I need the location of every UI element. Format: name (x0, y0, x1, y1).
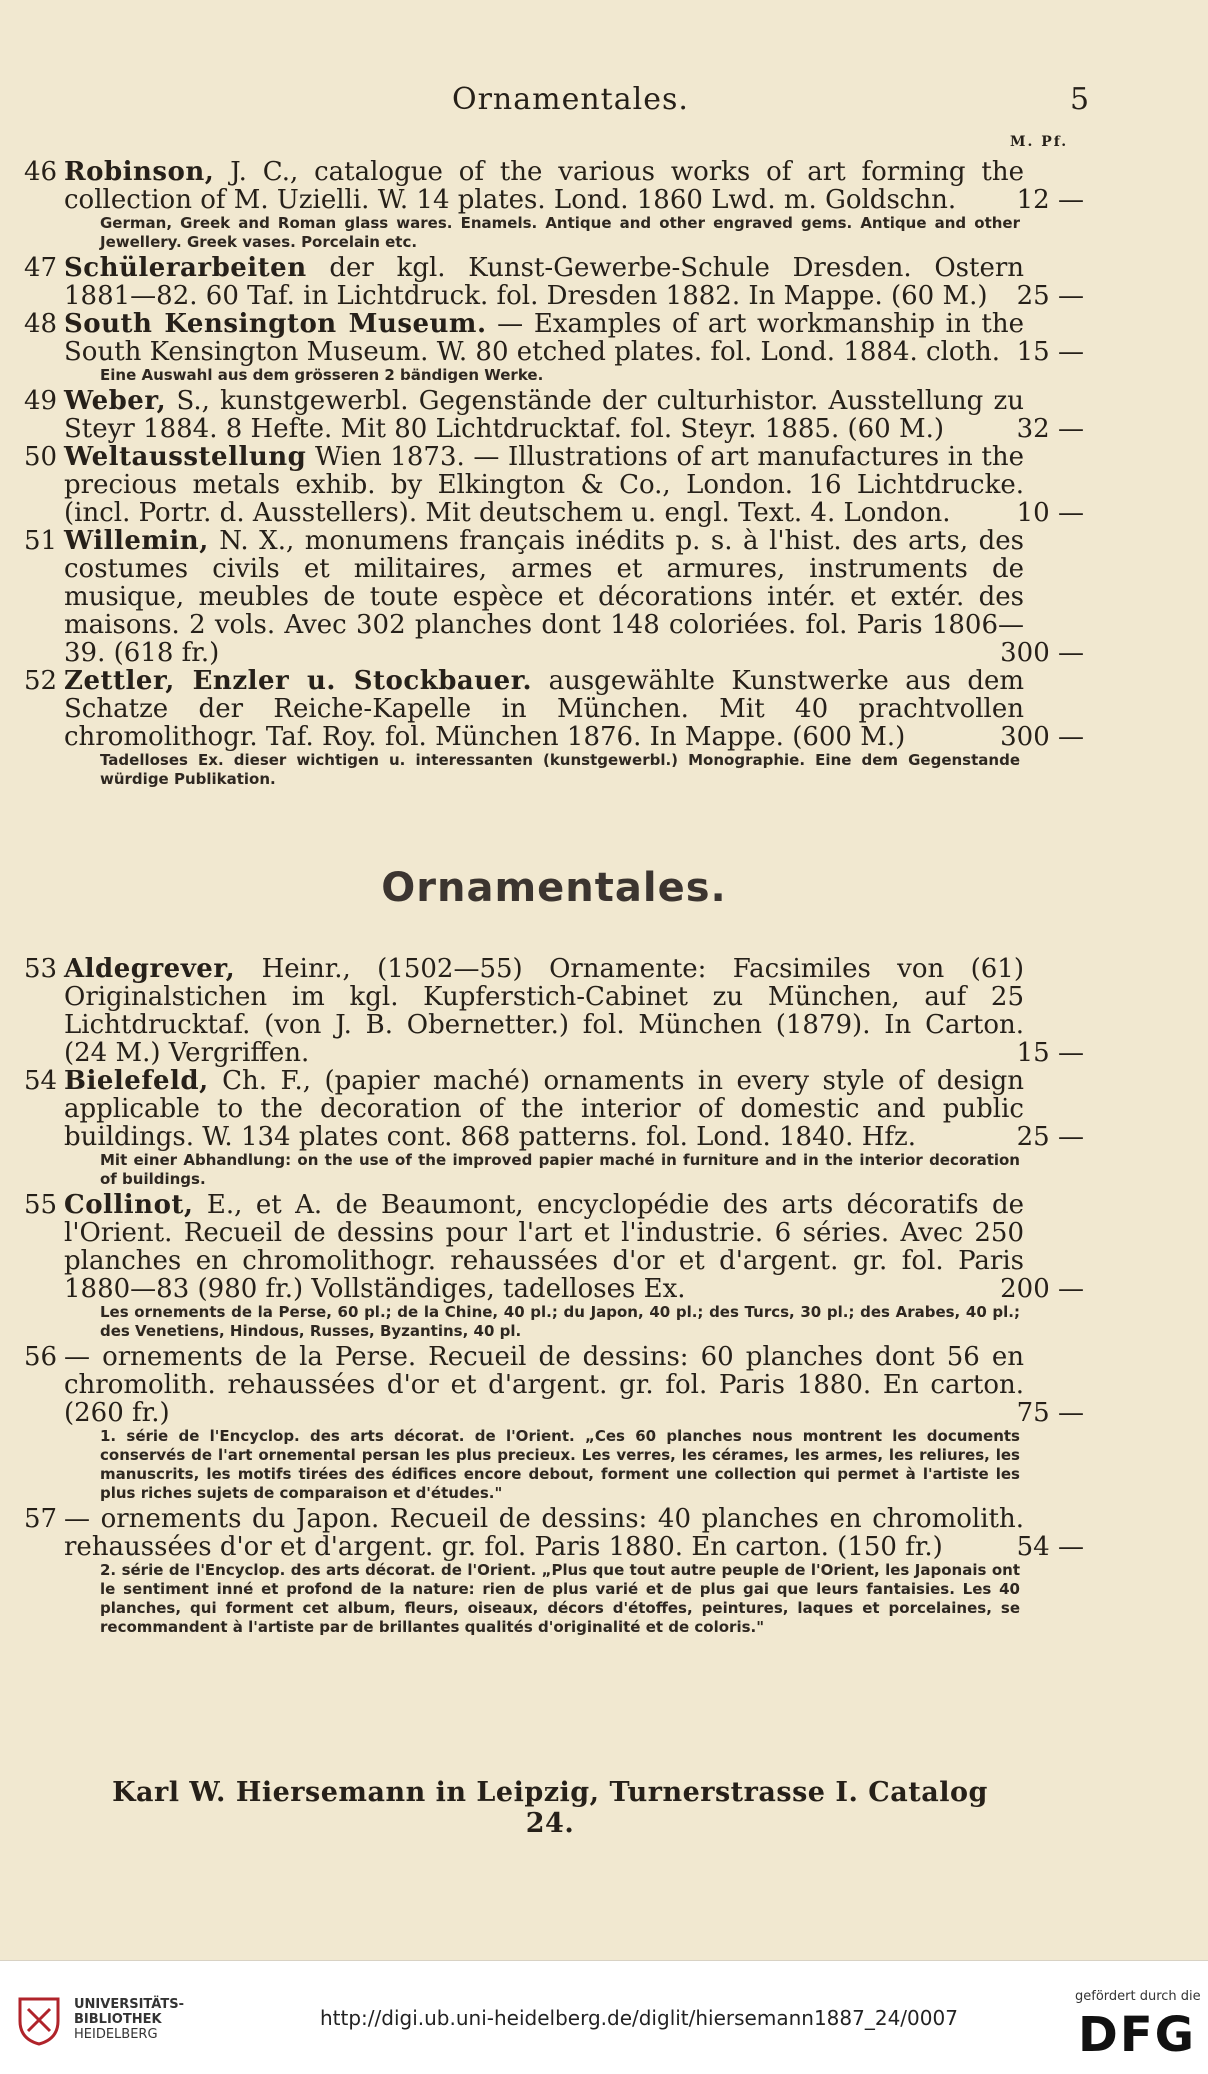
entry-text (64, 443, 1024, 527)
entries-part-2 (24, 955, 1084, 1637)
entry-number: 55 (24, 1190, 58, 1220)
entry-description: Heinr., (1502—55) Ornamente: Facsimiles von (61) Originalstichen im kgl. Kupferstich-Cabinet zu München, auf 25 Lichtdrucktaf. (von J. B. Obernetter.) fol. München (1879). In Carton. (24 M.) Vergriffen. (64, 954, 1024, 1068)
entry-description: J. C., catalogue of the various works of art forming the collection of M. Uzielli. W. 14 plates. Lond. 1860 Lwd. m. Goldschn. (64, 157, 1025, 215)
entry-price: 15 — (1016, 337, 1084, 367)
entry-body (24, 387, 1084, 443)
entry-body (24, 1343, 1084, 1427)
entry-note: 1. série de l'Encyclop. des arts décorat. de l'Orient. „Ces 60 planches nous montrent les documents conservés de l'art ornemental persan les plus precieux. Les verres, les cérames, les armes, les reliures, les manuscrits, les motifs tirées des édifices encore debout, forment une collection qui permet à l'artiste les plus riches sujets de comparaison et d'études." (100, 1427, 1020, 1502)
entry-price: 10 — (1016, 498, 1084, 528)
entry-price: 300 — (1000, 638, 1084, 668)
entry-description: der kgl. Kunst-Gewerbe-Schule Dresden. Ostern 1881—82. 60 Taf. in Lichtdruck. fol. Dresden 1882. In Mappe. (60 M.) (64, 253, 1025, 311)
section-title: Ornamentales. (381, 865, 727, 911)
entry-author: Weltausstellung (64, 442, 307, 472)
entry-body (24, 443, 1084, 527)
entry-note: Les ornements de la Perse, 60 pl.; de la Chine, 40 pl.; du Japon, 40 pl.; des Turcs, 30 pl.; des Arabes, 40 pl.; des Venetiens, Hindous, Russes, Byzantins, 40 pl. (100, 1303, 1020, 1340)
catalog-entry (24, 254, 1084, 310)
entry-body (24, 310, 1084, 366)
entry-note: Eine Auswahl aus dem grösseren 2 bändigen Werke. (100, 366, 544, 384)
entry-price: 300 — (1000, 722, 1084, 752)
entry-note: Mit einer Abhandlung: on the use of the improved papier maché in furniture and in the interior decoration of buildings. (100, 1151, 1020, 1188)
catalog-entry (24, 1067, 1084, 1189)
dfg-logo: DFG (1078, 2007, 1197, 2063)
entry-number: 46 (24, 157, 58, 187)
entry-note: Tadelloses Ex. dieser wichtigen u. interessanten (kunstgewerbl.) Monographie. Eine dem Gegenstande würdige Publikation. (100, 751, 1020, 788)
catalog-entry (24, 387, 1084, 443)
entry-number: 47 (24, 253, 58, 283)
entries (24, 158, 1084, 1639)
entry-description: — ornements du Japon. Recueil de dessins: 40 planches en chromolith. rehaussées d'or et d'argent. gr. fol. Paris 1880. En carton. (150 fr.) (64, 1504, 1024, 1562)
entry-number: 48 (24, 309, 58, 339)
publisher-footer: Karl W. Hiersemann in Leipzig, Turnerstrasse I. Catalog 24. (112, 1777, 988, 1839)
entry-description: Wien 1873. — Illustrations of art manufactures in the precious metals exhib. by Elkington & Co., London. 16 Lichtdrucke. (incl. Portr. d. Ausstellers). Mit deutschem u. engl. Text. 4. London. (64, 442, 1024, 528)
entry-price: 200 — (1000, 1274, 1084, 1304)
entry-number: 51 (24, 526, 58, 556)
entry-number: 50 (24, 442, 58, 472)
price-column-header: M. Pf. (1010, 134, 1069, 150)
entry-body (24, 1505, 1084, 1561)
entries-part-1 (24, 158, 1084, 789)
catalog-entry (24, 1191, 1084, 1341)
entry-author: Willemin, (64, 526, 209, 556)
entry-price: 54 — (1016, 1532, 1084, 1562)
entry-description: E., et A. de Beaumont, encyclopédie des arts décoratifs de l'Orient. Recueil de dessins pour l'art et l'industrie. 6 séries. Avec 250 planches en chromolithogr. rehaussées d'or et d'argent. gr. fol. Paris 1880—83 (980 fr.) Vollständiges, tadelloses Ex. (64, 1190, 1025, 1304)
viewer-footer-bar (0, 1960, 1208, 2074)
entry-author: Weber, (64, 386, 167, 416)
entry-text (64, 1505, 1024, 1561)
entry-number: 53 (24, 954, 58, 984)
entry-text (64, 527, 1024, 667)
permalink-url[interactable]: http://digi.ub.uni-heidelberg.de/diglit/hiersemann1887_24/0007 (320, 2006, 958, 2030)
entry-number: 52 (24, 666, 58, 696)
entry-price: 12 — (1016, 185, 1084, 215)
entry-body (24, 254, 1084, 310)
entry-description: — Examples of art workmanship in the South Kensington Museum. W. 80 etched plates. fol. Lond. 1884. cloth. (64, 309, 1024, 367)
catalog-entry (24, 955, 1084, 1067)
entry-body (24, 667, 1084, 751)
entry-body (24, 158, 1084, 214)
entry-author: Bielefeld, (64, 1066, 209, 1096)
entry-author: Aldegrever, (64, 954, 236, 984)
entry-text (64, 387, 1024, 443)
entry-author: Robinson, (64, 157, 215, 187)
entry-text (64, 1343, 1024, 1427)
entry-description: N. X., monumens français inédits p. s. à l'hist. des arts, des costumes civils et militaires, armes et armures, instruments de musique, meubles de toute espèce et décorations intér. et extér. des maisons. 2 vols. Avec 302 planches dont 148 coloriées. fol. Paris 1806—39. (618 fr.) (64, 526, 1024, 668)
entry-price: 32 — (1016, 414, 1084, 444)
entry-body (24, 1191, 1084, 1303)
library-line-1: UNIVERSITÄTS- (74, 1997, 184, 2012)
entry-description: S., kunstgewerbl. Gegenstände der culturhistor. Ausstellung zu Steyr 1884. 8 Hefte. Mit 80 Lichtdrucktaf. fol. Steyr. 1885. (60 M.) (64, 386, 1025, 444)
entry-number: 56 (24, 1342, 58, 1372)
catalog-entry (24, 1505, 1084, 1637)
entry-note: 2. série de l'Encyclop. des arts décorat. de l'Orient. „Plus que tout autre peuple de l'Orient, les Japonais ont le sentiment inné et profond de la nature: rien de plus varié et de plus gai que leurs fantaisies. Les 40 planches, qui forment cet album, fleurs, oiseaux, décors d'étoffes, peintures, laques et porcelaines, se recommandent à l'artiste par de brillantes qualités d'originalité et de coloris." (100, 1561, 1020, 1636)
entry-description: Ch. F., (papier maché) ornaments in every style of design applicable to the decoration of the interior of domestic and public buildings. W. 134 plates cont. 868 patterns. fol. Lond. 1840. Hfz. (64, 1066, 1024, 1152)
library-name (74, 1997, 184, 2042)
catalog-entry (24, 527, 1084, 667)
catalog-entry (24, 667, 1084, 789)
entry-body (24, 1067, 1084, 1151)
page-number: 5 (1070, 82, 1090, 117)
catalog-entry (24, 1343, 1084, 1503)
entry-text (64, 955, 1024, 1067)
running-head-title: Ornamentales. (452, 82, 689, 117)
entry-body (24, 955, 1084, 1067)
library-line-2: BIBLIOTHEK (74, 2012, 162, 2027)
funding-caption: gefördert durch die (1075, 1989, 1201, 2004)
entry-number: 54 (24, 1066, 58, 1096)
entry-author: South Kensington Museum. (64, 309, 487, 339)
entry-price: 15 — (1016, 1038, 1084, 1068)
entry-body (24, 527, 1084, 667)
entry-text (64, 254, 1024, 310)
entry-text (64, 667, 1024, 751)
entry-text (64, 158, 1024, 214)
university-seal-icon (14, 1991, 64, 2046)
entry-description: ausgewählte Kunstwerke aus dem Schatze der Reiche-Kapelle in München. Mit 40 prachtvollen chromolithogr. Taf. Roy. fol. München 1876. In Mappe. (600 M.) (64, 666, 1025, 752)
entry-author: Zettler, Enzler u. Stockbauer. (64, 666, 533, 696)
entry-price: 25 — (1016, 281, 1084, 311)
entry-price: 25 — (1016, 1122, 1084, 1152)
catalog-entry (24, 443, 1084, 527)
entry-text (64, 310, 1024, 366)
entry-note: German, Greek and Roman glass wares. Enamels. Antique and other engraved gems. Antique and other Jewellery. Greek vases. Porcelain etc. (100, 214, 1020, 251)
library-line-3: HEIDELBERG (74, 2027, 158, 2042)
entry-price: 75 — (1016, 1398, 1084, 1428)
entry-author: Collinot, (64, 1190, 194, 1220)
catalog-entry (24, 158, 1084, 252)
entry-text (64, 1191, 1024, 1303)
entry-number: 57 (24, 1504, 58, 1534)
catalog-entry (24, 310, 1084, 385)
entry-number: 49 (24, 386, 58, 416)
running-head (0, 82, 1208, 122)
entry-text (64, 1067, 1024, 1151)
entry-author: Schülerarbeiten (64, 253, 307, 283)
entry-description: — ornements de la Perse. Recueil de dessins: 60 planches dont 56 en chromolith. rehaussées d'or et d'argent. gr. fol. Paris 1880. En carton. (260 fr.) (64, 1342, 1024, 1428)
